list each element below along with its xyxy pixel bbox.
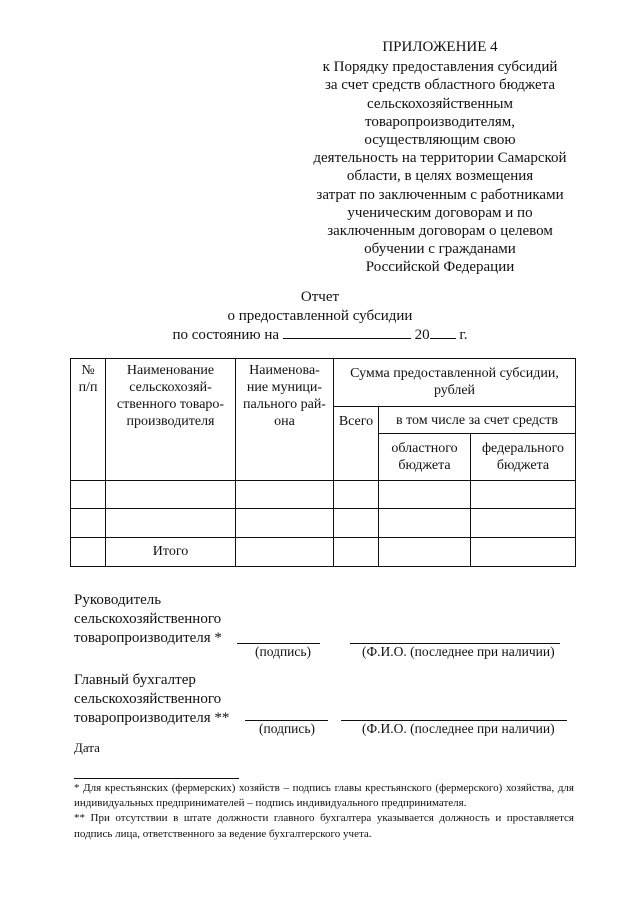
date-label: Дата: [74, 740, 100, 755]
header-num: № п/п: [71, 359, 106, 481]
table-cell: [236, 481, 334, 509]
as-of-label: по состоянию на: [172, 327, 280, 343]
header-district: Наименова-ние муници-пального рай-она: [236, 359, 334, 481]
header-including: в том числе за счет средств: [379, 407, 576, 434]
table-row: [71, 481, 576, 509]
table-cell: [106, 509, 236, 538]
appendix-line: ученическим договорам и по: [347, 204, 533, 221]
role-line: товаропроизводителя **: [74, 710, 230, 726]
table-cell: [471, 538, 576, 567]
role-line: Главный бухгалтер: [74, 672, 196, 688]
appendix-line: к Порядку предоставления субсидий: [322, 59, 558, 76]
table-cell: [379, 509, 471, 538]
report-title: Отчет: [300, 289, 340, 305]
appendix-header: [300, 38, 580, 277]
table-cell: [71, 481, 106, 509]
date-blank-line: [283, 337, 411, 339]
table-cell: [71, 509, 106, 538]
appendix-line: затрат по заключенным с работниками: [316, 186, 564, 203]
table-cell: [471, 509, 576, 538]
table-cell: [379, 481, 471, 509]
header-producer: Наименование сельскохозяй-ственного товаро-производителя: [106, 359, 236, 481]
table-cell: [236, 538, 334, 567]
report-subtitle: о предоставленной субсидии: [227, 308, 413, 324]
appendix-line: деятельность на территории Самарской: [313, 150, 567, 167]
header-federal: федерального бюджета: [471, 434, 576, 481]
year-blank-line: [430, 337, 456, 339]
appendix-line: Российской Федерации: [365, 259, 515, 276]
header-total: Всего: [334, 407, 379, 481]
accountant-signature-role: [74, 671, 229, 728]
appendix-line: обучении с гражданами: [364, 241, 516, 258]
appendix-line: области, в целях возмещения: [346, 168, 534, 185]
year-prefix: 20: [414, 327, 430, 343]
year-suffix: г.: [459, 327, 468, 343]
head-signature-role: [74, 591, 222, 648]
report-as-of: [160, 326, 480, 345]
total-label: Итого: [106, 538, 236, 567]
appendix-line: сельскохозяйственным: [367, 95, 513, 112]
subsidy-table: [70, 358, 576, 567]
appendix-line: товаропроизводителям,: [365, 113, 515, 130]
table-cell: [471, 481, 576, 509]
table-cell: [106, 481, 236, 509]
appendix-line: заключенным договорам о целевом: [327, 223, 553, 240]
table-cell: [71, 538, 106, 567]
head-signature-caption: (подпись): [255, 644, 312, 659]
appendix-line: осуществляющим свою: [364, 132, 516, 149]
table-cell: [334, 509, 379, 538]
role-line: сельскохозяйственного: [74, 611, 222, 627]
table-total-row: [71, 538, 576, 567]
table-cell: [379, 538, 471, 567]
appendix-title: ПРИЛОЖЕНИЕ 4: [382, 39, 498, 55]
table-cell: [334, 481, 379, 509]
footnotes: [74, 781, 574, 842]
head-name-caption: (Ф.И.О. (последнее при наличии): [362, 644, 555, 659]
table-row: [71, 509, 576, 538]
role-line: Руководитель: [74, 592, 162, 608]
appendix-line: за счет средств областного бюджета: [324, 77, 556, 94]
accountant-signature-caption: (подпись): [259, 721, 316, 736]
footnote: * Для крестьянских (фермерских) хозяйств – подпись главы крестьянского (фермерского) хозяйства, для индивидуальных предпринимателей – подпись индивидуального предпринимателя.: [74, 782, 574, 810]
footnote-divider: [74, 778, 239, 779]
accountant-name-caption: (Ф.И.О. (последнее при наличии): [362, 721, 555, 736]
header-sum: Сумма предоставленной субсидии, рублей: [334, 359, 576, 407]
report-heading: [160, 288, 480, 345]
table-cell: [334, 538, 379, 567]
role-line: товаропроизводителя *: [74, 630, 222, 646]
table-cell: [236, 509, 334, 538]
header-regional: областного бюджета: [379, 434, 471, 481]
footnote: ** При отсутствии в штате должности главного бухгалтера указывается должность и проставляется подпись лица, ответственного за ведение бухгалтерского учета.: [74, 812, 574, 840]
role-line: сельскохозяйственного: [74, 691, 222, 707]
